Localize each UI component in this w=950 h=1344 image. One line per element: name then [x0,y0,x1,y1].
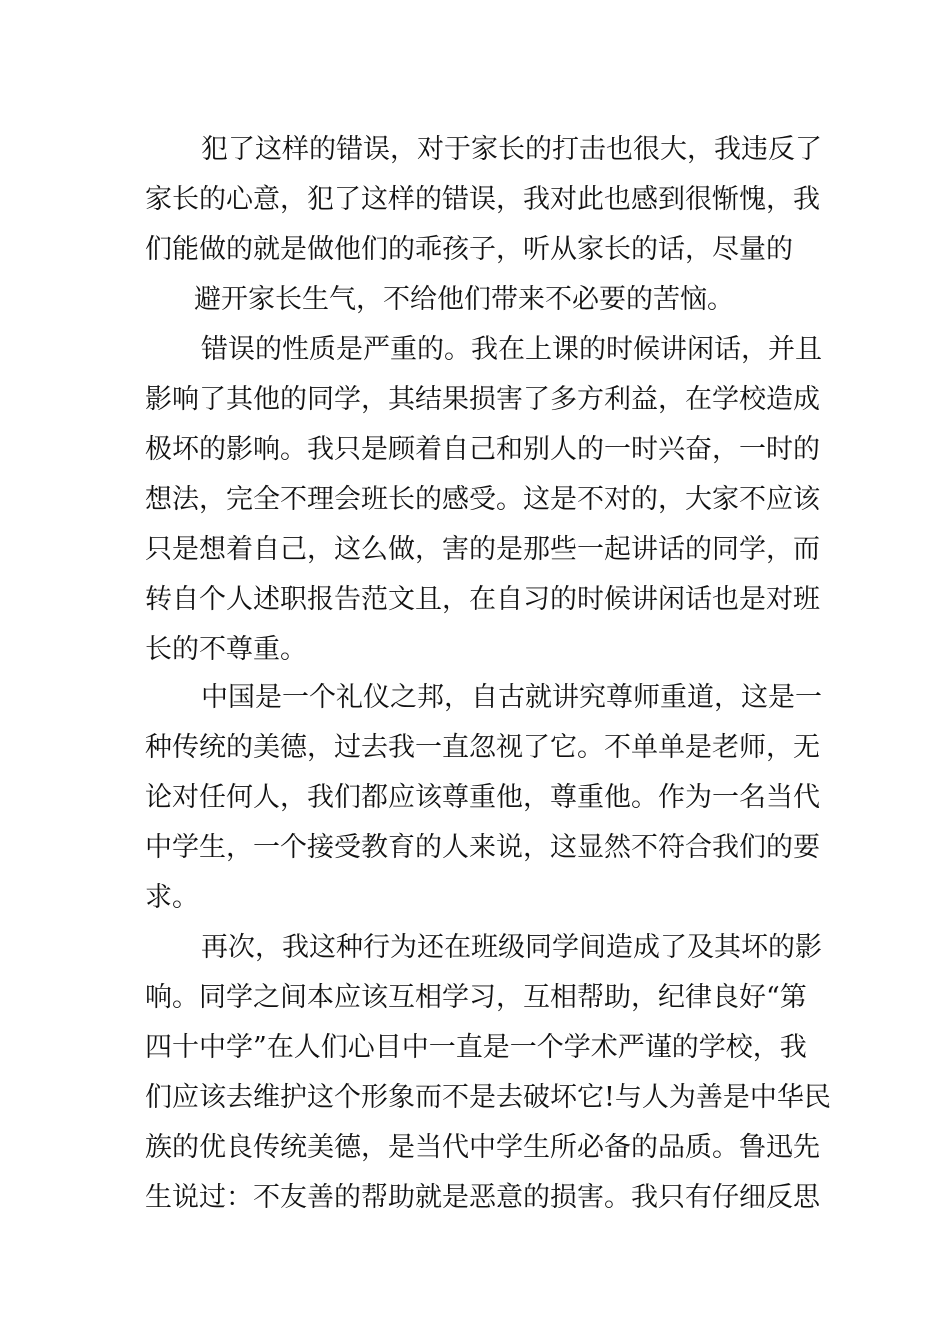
text-line: 转自个人述职报告范文且，在自习的时候讲闲话也是对班 [145,584,820,615]
text-line: 犯了这样的错误，对于家长的打击也很大，我违反了 [201,134,822,165]
text-line: 错误的性质是严重的。我在上课的时候讲闲话，并且 [201,334,822,365]
text-line: 长的不尊重。 [145,634,307,665]
text-line: 中国是一个礼仪之邦，自古就讲究尊师重道，这是一 [201,682,822,713]
text-line: 种传统的美德，过去我一直忽视了它。不单单是老师，无 [145,732,820,763]
text-line: 求。 [145,882,199,913]
text-line: 们应该去维护这个形象而不是去破坏它!与人为善是中华民 [145,1082,831,1113]
text-line: 生说过：不友善的帮助就是恶意的损害。我只有仔细反思 [145,1182,820,1213]
text-line: 避开家长生气，不给他们带来不必要的苦恼。 [194,284,734,315]
text-line: 只是想着自己，这么做，害的是那些一起讲话的同学，而 [145,534,820,565]
text-line: 论对任何人，我们都应该尊重他，尊重他。作为一名当代 [145,782,820,813]
text-line: 族的优良传统美德，是当代中学生所必备的品质。鲁迅先 [145,1132,820,1163]
text-line: 四十中学”在人们心目中一直是一个学术严谨的学校，我 [145,1032,807,1063]
text-line: 极坏的影响。我只是顾着自己和别人的一时兴奋，一时的 [145,434,820,465]
text-line: 再次，我这种行为还在班级同学间造成了及其坏的影 [201,932,822,963]
text-line: 想法，完全不理会班长的感受。这是不对的，大家不应该 [145,484,820,515]
text-line: 影响了其他的同学，其结果损害了多方利益，在学校造成 [145,384,820,415]
text-line: 们能做的就是做他们的乖孩子，听从家长的话，尽量的 [145,234,793,265]
text-line: 家长的心意，犯了这样的错误，我对此也感到很惭愧，我 [145,184,820,215]
text-line: 中学生，一个接受教育的人来说，这显然不符合我们的要 [145,832,820,863]
text-line: 响。同学之间本应该互相学习，互相帮助，纪律良好“第 [145,982,807,1013]
